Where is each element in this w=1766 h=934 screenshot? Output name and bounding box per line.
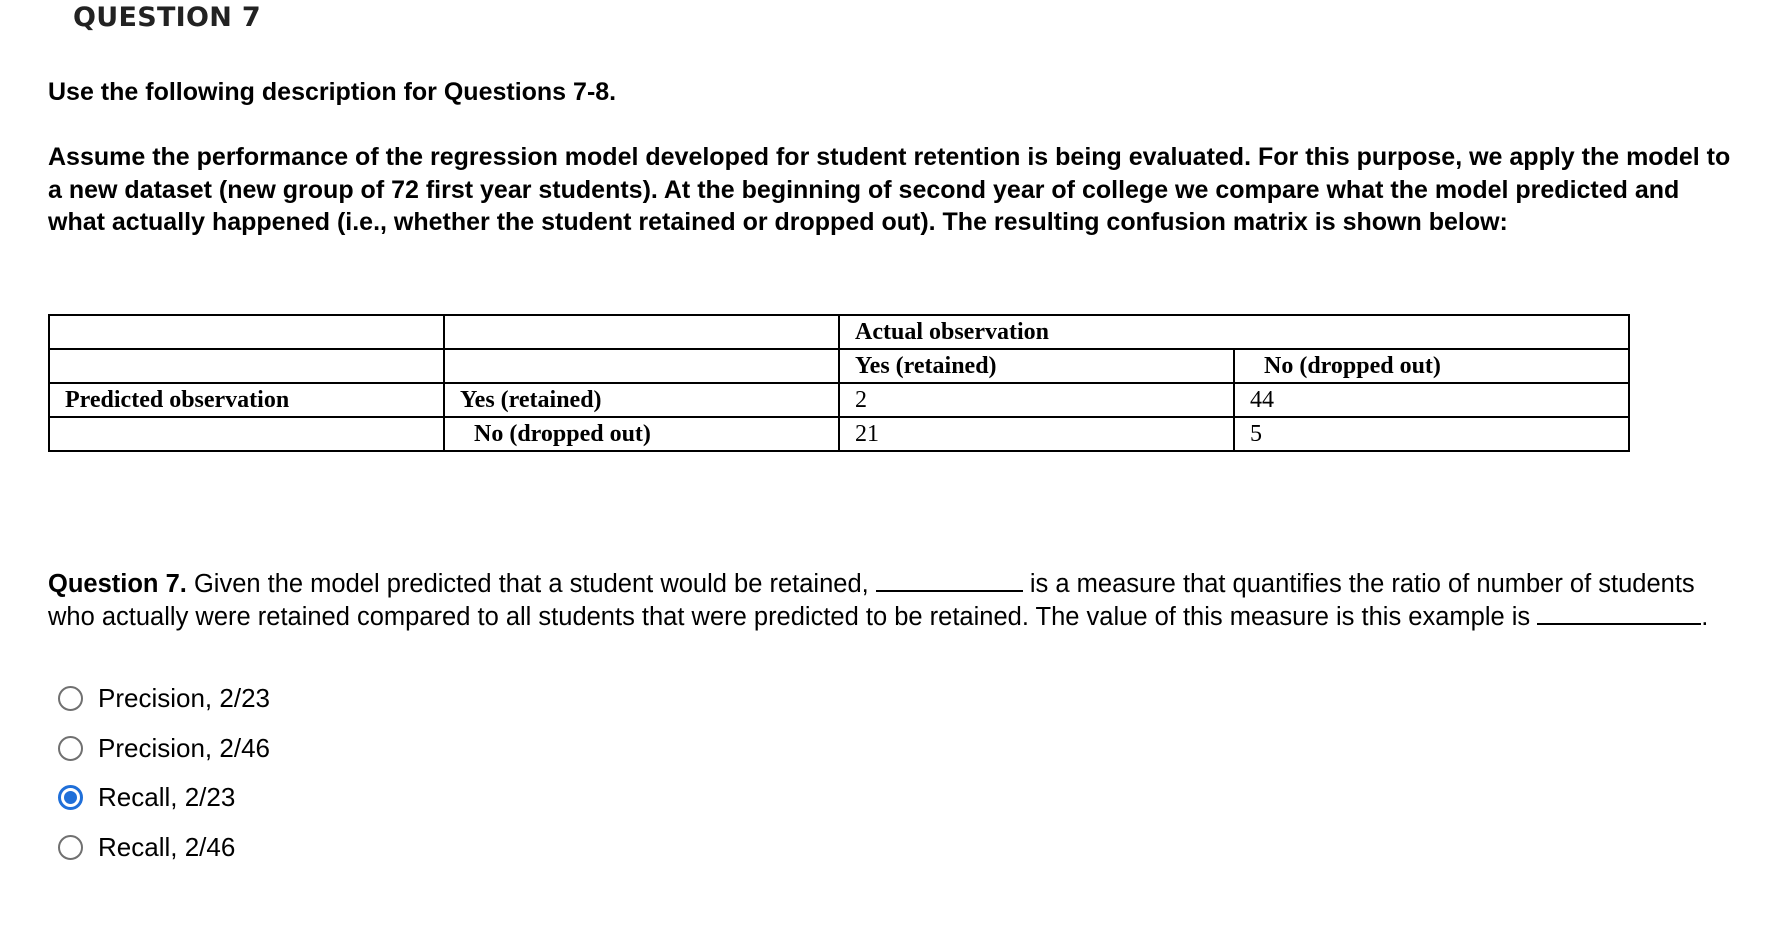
predicted-observation-header: Predicted observation (49, 383, 444, 417)
cell-pred-yes-actual-no: 44 (1234, 383, 1629, 417)
option-precision-2-23[interactable] (58, 674, 270, 724)
option-recall-2-23[interactable] (58, 773, 270, 823)
radio-unselected-icon[interactable] (58, 835, 83, 860)
cell-pred-no-actual-no: 5 (1234, 417, 1629, 451)
radio-unselected-icon[interactable] (58, 686, 83, 711)
question-label: Question 7. (48, 570, 187, 598)
option-label: Precision, 2/46 (98, 732, 270, 763)
option-precision-2-46[interactable] (58, 724, 270, 774)
scenario-paragraph: Assume the performance of the regression model developed for student retention is being evaluated. For this purpose, we apply the model to a new dataset (new group of 72 first year students). At the beginning of second year of college we compare what the model predicted and what actually happened (i.e., whether the student retained or dropped out). The resulting confusion matrix is shown below: (48, 143, 1731, 236)
option-label: Precision, 2/23 (98, 683, 270, 714)
table-row-predicted-yes (49, 383, 1629, 417)
cell-pred-yes-actual-yes: 2 (839, 383, 1234, 417)
row-label-yes-retained: Yes (retained) (444, 383, 839, 417)
radio-unselected-icon[interactable] (58, 736, 83, 761)
table-row-actual-header (49, 315, 1629, 349)
row-label-no-dropped-out: No (dropped out) (444, 417, 839, 451)
column-label-yes-retained: Yes (retained) (839, 349, 1234, 383)
question-text-part2: is a measure that quantifies the ratio of number of students who actually were retained compared to all students that were predicted to be retained. The value of this measure is this example is (48, 570, 1695, 631)
question-text-part3: . (1701, 602, 1709, 631)
table-cell-empty (444, 349, 839, 383)
radio-selected-icon[interactable] (58, 785, 83, 810)
answer-options (58, 674, 270, 872)
description-line: Use the following description for Questions 7-8. (48, 78, 617, 106)
answer-blank-2 (1537, 601, 1701, 625)
question-text-part1: Given the model predicted that a student would be retained, (186, 570, 876, 598)
table-cell-empty (444, 315, 839, 349)
question-text (48, 568, 1728, 633)
table-row-predicted-no (49, 417, 1629, 451)
table-row-column-labels (49, 349, 1629, 383)
option-label: Recall, 2/46 (98, 831, 236, 862)
option-recall-2-46[interactable] (58, 823, 270, 873)
confusion-matrix-table (48, 314, 1630, 452)
cell-pred-no-actual-yes: 21 (839, 417, 1234, 451)
radio-dot-icon (61, 788, 80, 807)
table-cell-empty (49, 315, 444, 349)
table-cell-empty (49, 349, 444, 383)
column-label-no-dropped-out: No (dropped out) (1234, 349, 1629, 383)
table-cell-empty (49, 417, 444, 451)
actual-observation-header: Actual observation (839, 315, 1629, 349)
option-label: Recall, 2/23 (98, 782, 236, 813)
answer-blank-1 (876, 568, 1023, 592)
question-header: QUESTION 7 (73, 2, 261, 33)
